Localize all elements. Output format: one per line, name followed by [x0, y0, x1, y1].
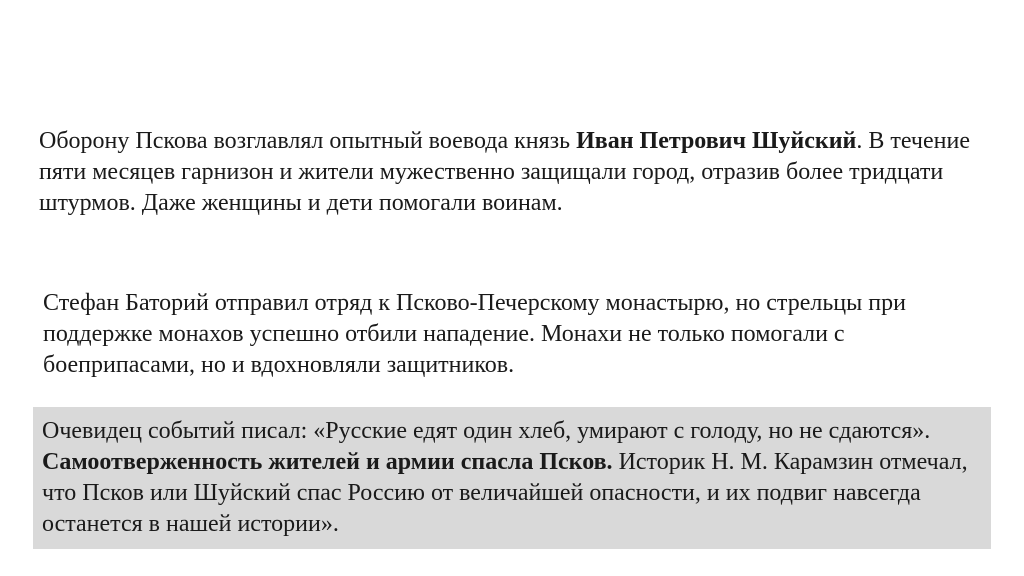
paragraph1-text-b: . В течение пяти месяцев гарнизон и жители мужественно защищали город, отразив более тридцати штурмов. Даже женщины и дети помогали воинам.: [39, 128, 970, 216]
paragraph3-text-a: Очевидец событий писал: «Русские едят один хлеб, умирают с голоду, но не сдаются».: [42, 418, 931, 444]
paragraph1-text-a: Оборону Пскова возглавлял опытный воевода князь: [39, 128, 577, 154]
paragraph3-bold-statement: Самоотверженность жителей и армии спасла Псков.: [42, 449, 613, 475]
paragraph-monastery: [43, 288, 983, 381]
paragraph2-text: Стефан Баторий отправил отряд к Псково-Печерскому монастырю, но стрельцы при поддержке монахов успешно отбили нападение. Монахи не только помогали с боеприпасами, но и вдохновляли защитников.: [43, 290, 906, 378]
paragraph3-text-b: Историк Н. М. Карамзин отмечал, что Псков или Шуйский спас Россию от величайшей опасности, и их подвиг навсегда останется в нашей истории».: [42, 449, 968, 537]
paragraph1-bold-name: Иван Петрович Шуйский: [576, 128, 857, 154]
paragraph-eyewitness-quote-box: [33, 407, 991, 549]
paragraph-defense-of-pskov: [39, 126, 999, 219]
